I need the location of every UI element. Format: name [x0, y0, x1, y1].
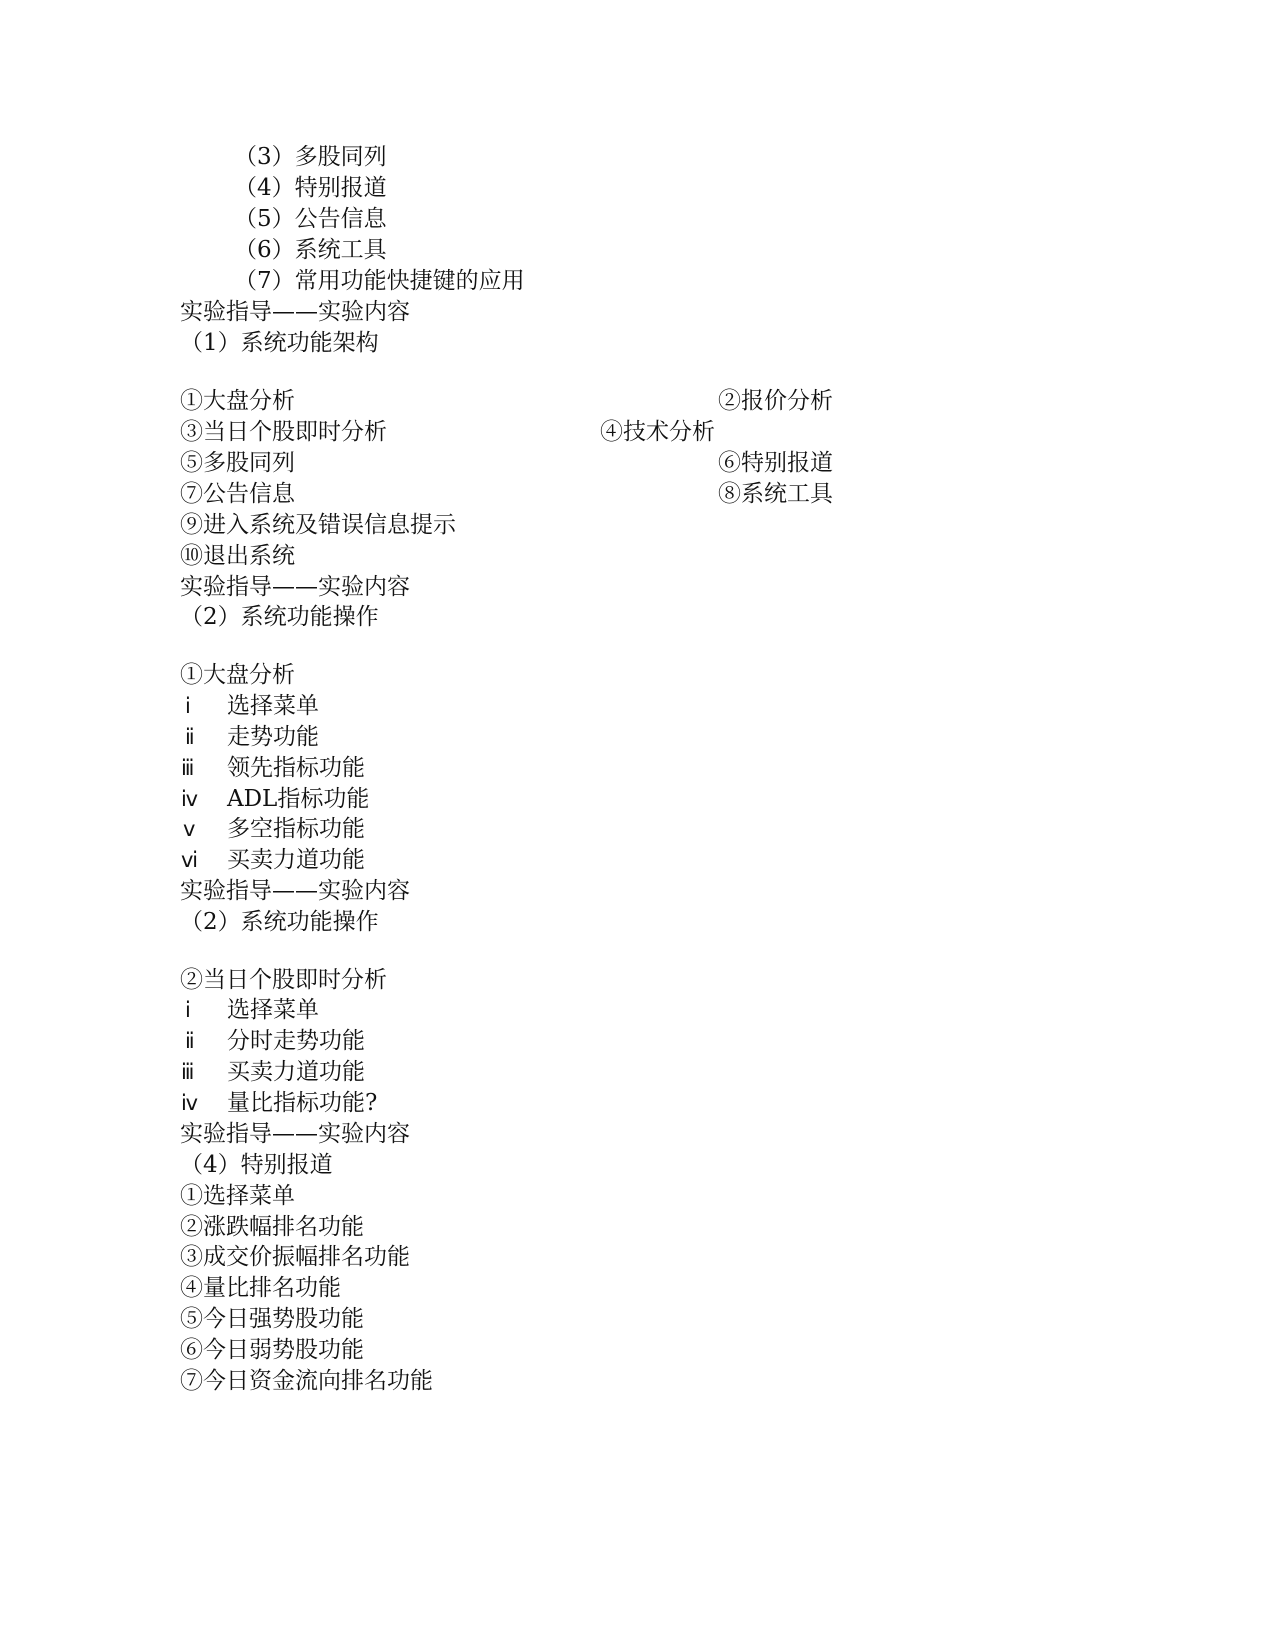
intro-item: （6）系统工具: [234, 237, 387, 263]
operation-item: 选择菜单: [227, 693, 319, 719]
roman-numeral: ⅰ: [185, 694, 191, 718]
section-subheading: （4）特别报道: [180, 1152, 333, 1178]
roman-numeral: ⅳ: [181, 787, 199, 811]
roman-numeral: ⅳ: [181, 1091, 199, 1115]
function-item: ⑦公告信息: [180, 481, 295, 507]
function-item: ⑧系统工具: [718, 481, 833, 507]
roman-numeral: ⅴ: [183, 817, 196, 841]
operation-title: ②当日个股即时分析: [180, 967, 387, 993]
operation-item: 领先指标功能: [227, 755, 365, 781]
report-item: ⑤今日强势股功能: [180, 1306, 364, 1332]
operation-item: 多空指标功能: [227, 816, 365, 842]
roman-numeral: ⅱ: [185, 1029, 195, 1053]
report-item: ③成交价振幅排名功能: [180, 1244, 410, 1270]
function-item: ⑨进入系统及错误信息提示: [180, 512, 456, 538]
operation-item: ADL指标功能: [227, 786, 370, 812]
section-heading: 实验指导——实验内容: [180, 878, 410, 904]
operation-item: 量比指标功能?: [227, 1090, 378, 1116]
roman-numeral: ⅲ: [181, 1060, 195, 1084]
function-item: ⑤多股同列: [180, 450, 295, 476]
section-heading: 实验指导——实验内容: [180, 1121, 410, 1147]
report-item: ⑦今日资金流向排名功能: [180, 1368, 433, 1394]
function-item: ⑩退出系统: [180, 543, 295, 569]
operation-title: ①大盘分析: [180, 662, 295, 688]
intro-item: （7）常用功能快捷键的应用: [234, 268, 525, 294]
operation-item: 买卖力道功能: [227, 1059, 365, 1085]
function-item: ②报价分析: [718, 388, 833, 414]
report-item: ④量比排名功能: [180, 1275, 341, 1301]
section-heading: 实验指导——实验内容: [180, 299, 410, 325]
function-item: ⑥特别报道: [718, 450, 833, 476]
report-item: ②涨跌幅排名功能: [180, 1214, 364, 1240]
roman-numeral: ⅱ: [185, 725, 195, 749]
operation-item: 走势功能: [227, 724, 319, 750]
function-item: ③当日个股即时分析: [180, 419, 387, 445]
roman-numeral: ⅲ: [181, 756, 195, 780]
section-subheading: （2）系统功能操作: [180, 909, 379, 935]
section-subheading: （1）系统功能架构: [180, 330, 379, 356]
section-subheading: （2）系统功能操作: [180, 604, 379, 630]
section-heading: 实验指导——实验内容: [180, 574, 410, 600]
function-item: ④技术分析: [600, 419, 715, 445]
report-item: ①选择菜单: [180, 1183, 295, 1209]
intro-item: （5）公告信息: [234, 206, 387, 232]
operation-item: 选择菜单: [227, 997, 319, 1023]
function-item: ①大盘分析: [180, 388, 295, 414]
roman-numeral: ⅵ: [181, 848, 199, 872]
operation-item: 买卖力道功能: [227, 847, 365, 873]
report-item: ⑥今日弱势股功能: [180, 1337, 364, 1363]
intro-item: （3）多股同列: [234, 144, 387, 170]
roman-numeral: ⅰ: [185, 998, 191, 1022]
intro-item: （4）特别报道: [234, 175, 387, 201]
operation-item: 分时走势功能: [227, 1028, 365, 1054]
